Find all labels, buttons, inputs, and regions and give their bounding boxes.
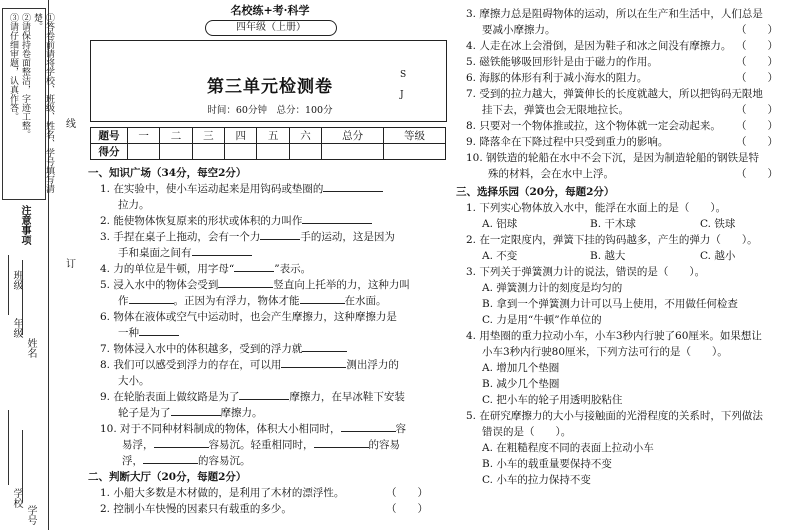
j4-text: 4. 人走在冰上会滑倒，是因为鞋子和冰之间没有摩擦力。 (466, 40, 732, 52)
q9-text-4: 摩擦力。 (220, 407, 263, 419)
q6-line1: 6. 物体在液体或空气中运动时，也会产生摩擦力，这种摩擦力是 (100, 311, 397, 323)
j3-line1: 3. 摩擦力总是阻碍物体的运动，所以在生产和生活中，人们总是 (466, 8, 763, 20)
score-header-cell: 二 (160, 128, 192, 144)
q9-text: 9. 在轮胎表面上做纹路是为了 (100, 391, 240, 403)
c4-option-c[interactable]: C. 把小车的轮子用透明胶粘住 (482, 394, 623, 406)
q10-blank-4[interactable] (143, 463, 198, 464)
seal-line-char: 线 (66, 119, 76, 130)
q9-text-2: 摩擦力，在早冰鞋下安装 (289, 391, 405, 403)
c4-line1: 4. 用垫圈的重力拉动小车，小车3秒内行驶了60厘米。如果想让 (466, 330, 762, 342)
school-label: 学校 (11, 488, 22, 508)
score-cell[interactable] (384, 144, 446, 160)
q3-blank-1[interactable] (260, 239, 300, 240)
q6-blank[interactable] (139, 335, 179, 336)
c1-option-b[interactable]: B. 干木球 (590, 218, 636, 230)
c3-option-c[interactable]: C. 力是用“牛顿”作单位的 (482, 314, 602, 326)
q10-line2 (122, 437, 400, 453)
q10-text-5: 的容易 (368, 439, 400, 451)
j1-text: 1. 小船大多数是木材做的，是利用了木材的漂浮性。 (100, 487, 345, 499)
j1-answer[interactable]: （ ） (386, 487, 428, 499)
score-header-cell: 等级 (384, 128, 446, 144)
q8-line2: 大小。 (118, 375, 150, 387)
j7-answer[interactable]: （ ） (736, 104, 778, 116)
q6-line2 (118, 325, 179, 341)
q8-blank[interactable] (281, 367, 346, 368)
side-char-j: J (400, 90, 404, 100)
score-row-label: 得分 (91, 144, 128, 160)
note-2: ②请保持卷面整洁，字迹工整。 (20, 13, 30, 139)
q2-line (100, 213, 372, 229)
j7-line1: 7. 受到的拉力越大，弹簧伸长的长度就越大，所以把钩码无限地 (466, 88, 763, 100)
q9-blank-2[interactable] (171, 415, 221, 416)
class-label: 班级 (11, 270, 22, 290)
score-cell[interactable] (192, 144, 224, 160)
c5-line2: 错误的是（ ）。 (482, 426, 572, 438)
q1-line2: 拉力。 (118, 199, 150, 211)
q5-text-4: 。正因为有浮力，物体才能 (173, 295, 300, 307)
q10-blank-1[interactable] (341, 431, 396, 432)
q3-line1 (100, 229, 395, 245)
q10-text-3: 易浮， (122, 439, 154, 451)
c2-option-a[interactable]: A. 不变 (482, 250, 518, 262)
j7-line2: 挂下去，弹簧也会无限地拉长。 (482, 104, 629, 116)
j10-answer[interactable]: （ ） (736, 168, 778, 180)
q7-text: 7. 物体浸入水中的体积越多，受到的浮力就 (100, 343, 303, 355)
c5-option-a[interactable]: A. 在粗糙程度不同的表面上拉动小车 (482, 442, 654, 454)
side-char-s: S (400, 70, 407, 80)
q1-text: 1. 在实验中，使小车运动起来是用钩码或垫圈的 (100, 183, 324, 195)
school-field[interactable] (8, 410, 10, 485)
score-table-score-row (91, 144, 446, 160)
q3-text: 3. 手捏在桌子上拖动，会有一个力 (100, 231, 261, 243)
name-field[interactable] (22, 260, 24, 335)
c2-option-c[interactable]: C. 越小 (700, 250, 736, 262)
c5-option-c[interactable]: C. 小车的拉力保持不变 (482, 474, 591, 486)
note-3: ③请仔细审题，认真作答。 (8, 13, 18, 121)
j2-answer[interactable]: （ ） (386, 503, 428, 515)
q10-blank-2[interactable] (154, 447, 209, 448)
score-cell[interactable] (128, 144, 160, 160)
q9-line2 (118, 405, 263, 421)
q5-text: 5. 浸入水中的物体会受到 (100, 279, 219, 291)
j8-answer[interactable]: （ ） (736, 120, 778, 132)
j4-answer[interactable]: （ ） (736, 40, 778, 52)
q10-blank-3[interactable] (314, 447, 369, 448)
c1-text: 1. 下列实心物体放入水中，能浮在水面上的是（ ）。 (466, 202, 727, 214)
c3-option-b[interactable]: B. 拿到一个弹簧测力计可以马上使用，不用做任何检查 (482, 298, 738, 310)
q4-text: 4. 力的单位是牛顿，用字母“ (100, 263, 235, 275)
q10-text-4: 容易沉。轻重相同时， (208, 439, 314, 451)
q4-text-2: ”表示。 (274, 263, 312, 275)
q9-text-3: 轮子是为了 (118, 407, 171, 419)
grade-badge: 四年级（上册） (205, 20, 337, 36)
c4-line2: 小车3秒内行驶80厘米，下列方法可行的是（ ）。 (482, 346, 728, 358)
q8-text: 8. 我们可以感受到浮力的存在，可以用 (100, 359, 282, 371)
name-label: 姓名 (25, 338, 36, 358)
score-header-cell: 题号 (91, 128, 128, 144)
q5-text-3: 作 (118, 295, 129, 307)
j9-answer[interactable]: （ ） (736, 136, 778, 148)
c3-text: 3. 下列关于弹簧测力计的说法，错误的是（ ）。 (466, 266, 706, 278)
student-no-label: 学号 (25, 505, 36, 525)
score-header-cell: 四 (225, 128, 257, 144)
q9-line1 (100, 389, 405, 405)
score-header-cell: 总分 (322, 128, 384, 144)
score-table (90, 127, 446, 160)
q6-text-2: 一种 (118, 327, 139, 339)
score-table-header-row (91, 128, 446, 144)
grade-label: 年级 (11, 318, 22, 338)
j6-text: 6. 海豚的体形有利于减小海水的阻力。 (466, 72, 648, 84)
score-header-cell: 三 (192, 128, 224, 144)
score-header-cell: 五 (257, 128, 289, 144)
j3-answer[interactable]: （ ） (736, 24, 778, 36)
j8-text: 8. 只要对一个物体推或拉，这个物体就一定会动起来。 (466, 120, 721, 132)
j9-text: 9. 降落伞在下降过程中只受到重力的影响。 (466, 136, 669, 148)
q5-blank-3[interactable] (300, 303, 345, 304)
score-cell[interactable] (225, 144, 257, 160)
q1-blank[interactable] (323, 191, 383, 192)
series-name: 名校练+考·科学 (230, 4, 310, 17)
q3-blank-2[interactable] (192, 255, 252, 256)
c4-option-b[interactable]: B. 减少几个垫圈 (482, 378, 560, 390)
score-header-cell: 一 (128, 128, 160, 144)
q8-line1 (100, 357, 399, 373)
c5-line1: 5. 在研究摩擦力的大小与接触面的光滑程度的关系时，下列做法 (466, 410, 763, 422)
q1-line1 (100, 181, 383, 197)
q2-blank[interactable] (302, 223, 372, 224)
q8-text-2: 测出浮力的 (346, 359, 399, 371)
q5-blank-2[interactable] (129, 303, 174, 304)
score-header-cell: 六 (289, 128, 321, 144)
q5-blank-1[interactable] (218, 287, 273, 288)
notice-box (2, 8, 54, 200)
q3-line2 (118, 245, 252, 261)
q10-text-6: 浮， (122, 455, 143, 467)
q10-text-7: 的容易沉。 (198, 455, 251, 467)
q7-blank[interactable] (302, 351, 347, 352)
seal-order-char: 订 (66, 259, 76, 270)
j10-line1: 10. 钢铁造的轮船在水中不会下沉，是因为制造轮船的钢铁是特 (466, 152, 760, 164)
c2-option-b[interactable]: B. 越大 (590, 250, 626, 262)
j5-answer[interactable]: （ ） (736, 56, 778, 68)
score-cell[interactable] (160, 144, 192, 160)
q10-text: 10. 对于不同种材料制成的物体，体积大小相同时， (100, 423, 341, 435)
section-2-heading: 二、判断大厅（20分，每题2分） (88, 471, 247, 483)
q9-blank-1[interactable] (239, 399, 289, 400)
c4-option-a[interactable]: A. 增加几个垫圈 (482, 362, 560, 374)
q4-blank[interactable] (234, 271, 274, 272)
c1-option-a[interactable]: A. 铝球 (482, 218, 518, 230)
q10-line1 (100, 421, 406, 437)
q7-line (100, 341, 347, 357)
note-1: ①答卷前请将学校、班级、姓名、学号填写清楚。 (32, 13, 54, 193)
section-1-heading: 一、知识广场（34分，每空2分） (88, 167, 247, 179)
class-field[interactable] (8, 255, 10, 315)
q10-line3 (122, 453, 251, 469)
score-cell[interactable] (257, 144, 289, 160)
section-3-heading: 三、选择乐园（20分，每题2分） (456, 186, 615, 198)
j10-line2: 殊的材料，会在水中上浮。 (488, 168, 614, 180)
j5-text: 5. 磁铁能够吸回形针是由于磁力的作用。 (466, 56, 658, 68)
q3-text-3: 手和桌面之间有 (118, 247, 192, 259)
time-info: 时间：60分钟 总分：100分 (207, 105, 333, 116)
q5-text-2: 竖直向上托举的力，这种力叫 (273, 279, 410, 291)
c2-text: 2. 在一定限度内，弹簧下挂的钩码越多，产生的弹力（ ）。 (466, 234, 758, 246)
page-title: 第三单元检测卷 (207, 77, 333, 97)
j2-text: 2. 控制小车快慢的因素只有载重的多少。 (100, 503, 292, 515)
q10-text-2: 容 (395, 423, 407, 435)
score-cell[interactable] (322, 144, 384, 160)
q5-line2 (118, 293, 387, 309)
student-no-field[interactable] (22, 430, 24, 502)
j6-answer[interactable]: （ ） (736, 72, 778, 84)
j3-line2: 要减小摩擦力。 (482, 24, 556, 36)
notice-label: 注意事项 (19, 205, 30, 245)
q2-text: 2. 能使物体恢复原来的形状或体积的力叫作 (100, 215, 303, 227)
q4-line (100, 261, 311, 277)
score-cell[interactable] (289, 144, 321, 160)
c5-option-b[interactable]: B. 小车的载重量要保持不变 (482, 458, 612, 470)
q5-line1 (100, 277, 410, 293)
q3-text-2: 手的运动，这是因为 (300, 231, 395, 243)
c1-option-c[interactable]: C. 铁球 (700, 218, 736, 230)
q5-text-5: 在水面。 (344, 295, 387, 307)
c3-option-a[interactable]: A. 弹簧测力计的刻度是均匀的 (482, 282, 623, 294)
